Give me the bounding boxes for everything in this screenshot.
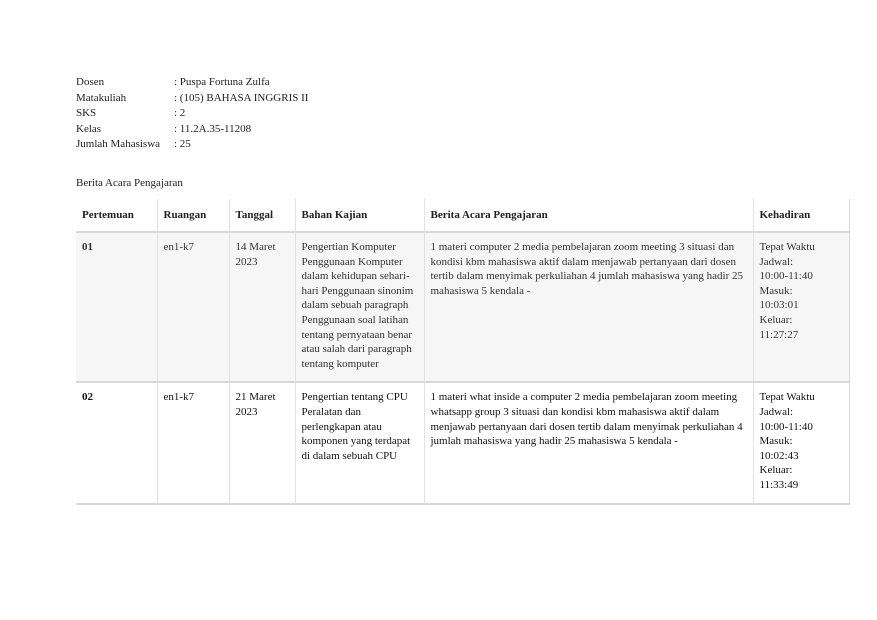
cell-bahan-kajian: Pengertian tentang CPU Peralatan dan perlengkapan atau komponen yang terdapat di dalam sebuah CPU [295,382,424,503]
schedule-time: 10:00-11:40 [759,420,813,433]
cell-kehadiran [753,382,849,503]
header-berita-acara: Berita Acara Pengajaran [424,199,753,232]
check-in-time: 10:03:01 [759,299,799,312]
cell-kehadiran [753,232,849,382]
table-header-row [76,199,849,232]
header-tanggal: Tanggal [229,199,295,232]
check-out-time: 11:33:49 [759,478,799,491]
attendance-status: Tepat Waktu [759,241,815,253]
table-row [76,232,849,382]
info-value: : (105) BAHASA INGGRIS II [174,91,309,104]
check-out-label: Keluar: [759,464,793,477]
info-value: : 25 [174,138,191,150]
section-title: Berita Acara Pengajaran [76,177,183,189]
info-row-jumlah-mahasiswa [76,137,308,153]
check-out-time: 11:27:27 [759,328,799,341]
info-row-matakuliah [76,91,308,107]
info-row-sks [76,106,308,122]
info-label: Dosen [76,76,105,88]
check-in-label: Masuk: [759,284,793,297]
cell-bahan-kajian: Pengertian Komputer Penggunaan Komputer dalam kehidupan sehari-hari Penggunaan sinonim dalam sebuah paragraph Penggunaan soal latihan tentang pernyataan benar atau salah dari paragraph tentang komputer [295,232,424,382]
cell-berita-acara: 1 materi computer 2 media pembelajaran zoom meeting 3 situasi dan kondisi kbm mahasiswa aktif dalam menjawab pertanyaan dari dosen tertib dalam menyimak perkuliahan 4 jumlah mahasiswa yang hadir 25 mahasiswa 5 kendala - [424,232,753,382]
table-row [76,382,849,503]
check-in-label: Masuk: [759,435,793,448]
schedule-label: Jadwal: [759,255,794,268]
cell-ruangan: en1-k7 [157,232,229,382]
info-label: Matakuliah [76,91,127,104]
info-row-dosen [76,75,308,91]
header-ruangan: Ruangan [157,199,229,232]
course-info [76,75,308,153]
attendance-status: Tepat Waktu [759,391,815,404]
check-in-time: 10:02:43 [759,449,799,462]
schedule-time: 10:00-11:40 [759,270,813,283]
info-label: SKS [76,107,97,119]
cell-pertemuan: 01 [76,232,157,382]
check-out-label: Keluar: [759,313,793,326]
schedule-label: Jadwal: [759,405,794,418]
cell-pertemuan: 02 [76,382,157,503]
teaching-report-table [76,199,850,505]
header-pertemuan: Pertemuan [76,199,157,232]
info-label: Jumlah Mahasiswa [76,138,161,150]
header-bahan-kajian: Bahan Kajian [295,199,424,232]
info-value: : Puspa Fortuna Zulfa [174,76,270,88]
info-value: : 2 [174,107,186,119]
cell-berita-acara: 1 materi what inside a computer 2 media pembelajaran zoom meeting whatsapp group 3 situasi dan kondisi kbm mahasiswa aktif dalam menjawab pertanyaan dari dosen tertib dalam menyimak perkuliahan 4 jumlah mahasiswa yang hadir 25 mahasiswa 5 kendala - [424,382,753,503]
header-kehadiran: Kehadiran [753,199,849,232]
info-value: : 11.2A.35-11208 [174,122,252,135]
info-row-kelas [76,122,308,138]
cell-tanggal: 14 Maret 2023 [229,232,295,382]
cell-ruangan: en1-k7 [157,382,229,503]
info-label: Kelas [76,122,102,135]
cell-tanggal: 21 Maret 2023 [229,382,295,503]
